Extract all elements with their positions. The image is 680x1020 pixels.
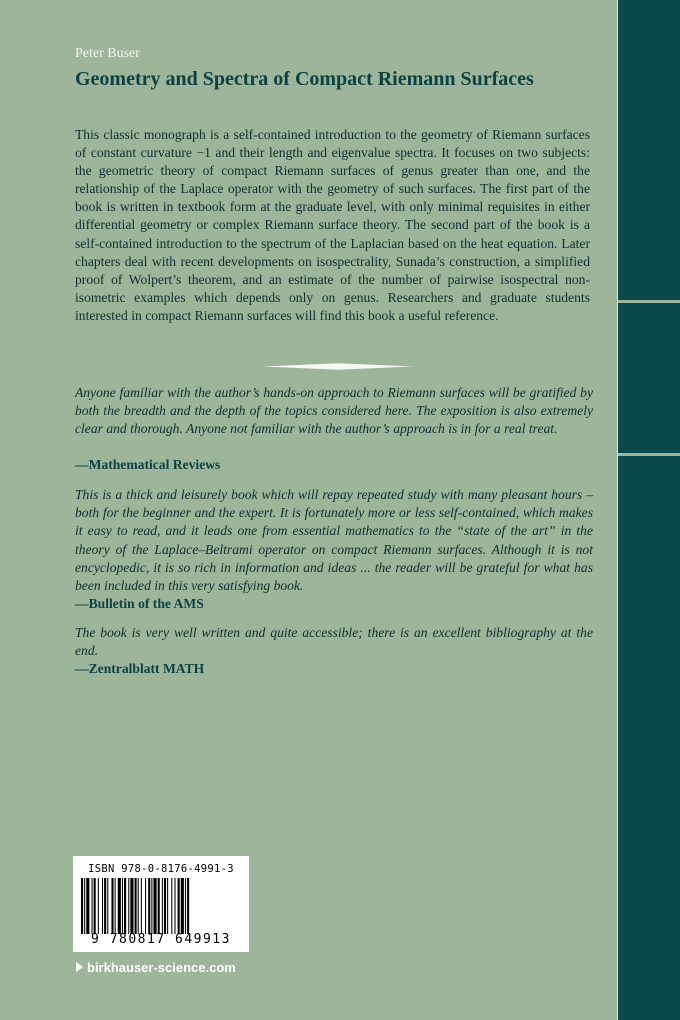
review-source-1: —Mathematical Reviews — [75, 457, 221, 472]
review-quote-2: This is a thick and leisurely book which will repay repeated study with many pleasant hours – both for the beginner and the expert. It is fortunately more or less self-contained, which makes it easy to read, and it leads one from essential mathematics to the “state of the art” in the theory of the Laplace–Beltrami operator on compact Riemann surfaces. Although it is not encyclopedic, it is so rich in information and ideas ... the reader will be grateful for what has been included in this very satisfying book. — [75, 487, 593, 594]
review-source-2: —Bulletin of the AMS — [75, 596, 204, 611]
ornament-divider — [263, 362, 413, 371]
spine-divider-upper — [618, 300, 680, 303]
website-text: birkhauser-science.com — [87, 960, 236, 975]
barcode-bars — [81, 878, 243, 934]
review-quote-3: The book is very well written and quite accessible; there is an excellent bibliography at the end. — [75, 625, 593, 659]
arrow-right-icon — [76, 962, 83, 972]
isbn-label: ISBN 978-0-8176-4991-3 — [88, 863, 234, 875]
spine-band — [618, 0, 680, 1020]
barcode-digits: 9 780817 649913 — [91, 932, 231, 947]
spine-divider-lower — [618, 453, 680, 456]
author-name: Peter Buser — [75, 46, 140, 61]
publisher-website[interactable] — [76, 960, 236, 975]
review-source-3: —Zentralblatt MATH — [75, 661, 205, 676]
book-title: Geometry and Spectra of Compact Riemann Surfaces — [75, 68, 534, 90]
review-quote-1: Anyone familiar with the author’s hands-on approach to Riemann surfaces will be gratified by both the breadth and the depth of the topics considered here. The exposition is also extremely clear and thorough. Anyone not familiar with the author’s approach is in for a real treat. — [75, 385, 593, 437]
book-description: This classic monograph is a self-contained introduction to the geometry of Riemann surfaces of constant curvature −1 and their length and eigenvalue spectra. It focuses on two subjects: the geometric theory of compact Riemann surfaces of genus greater than one, and the relationship of the Laplace operator with the geometry of such surfaces. The first part of the book is written in textbook form at the graduate level, with only minimal requisites in either differential geometry or complex Riemann surface theory. The second part of the book is a self-contained introduction to the spectrum of the Laplacian based on the heat equation. Later chapters deal with recent developments on isospectrality, Sunada’s construction, a simplified proof of Wolpert’s theorem, and an estimate of the number of pairwise isospectral non-isometric examples which depends only on genus. Researchers and graduate students interested in compact Riemann surfaces will find this book a useful reference. — [75, 127, 590, 323]
isbn-barcode — [73, 856, 249, 952]
